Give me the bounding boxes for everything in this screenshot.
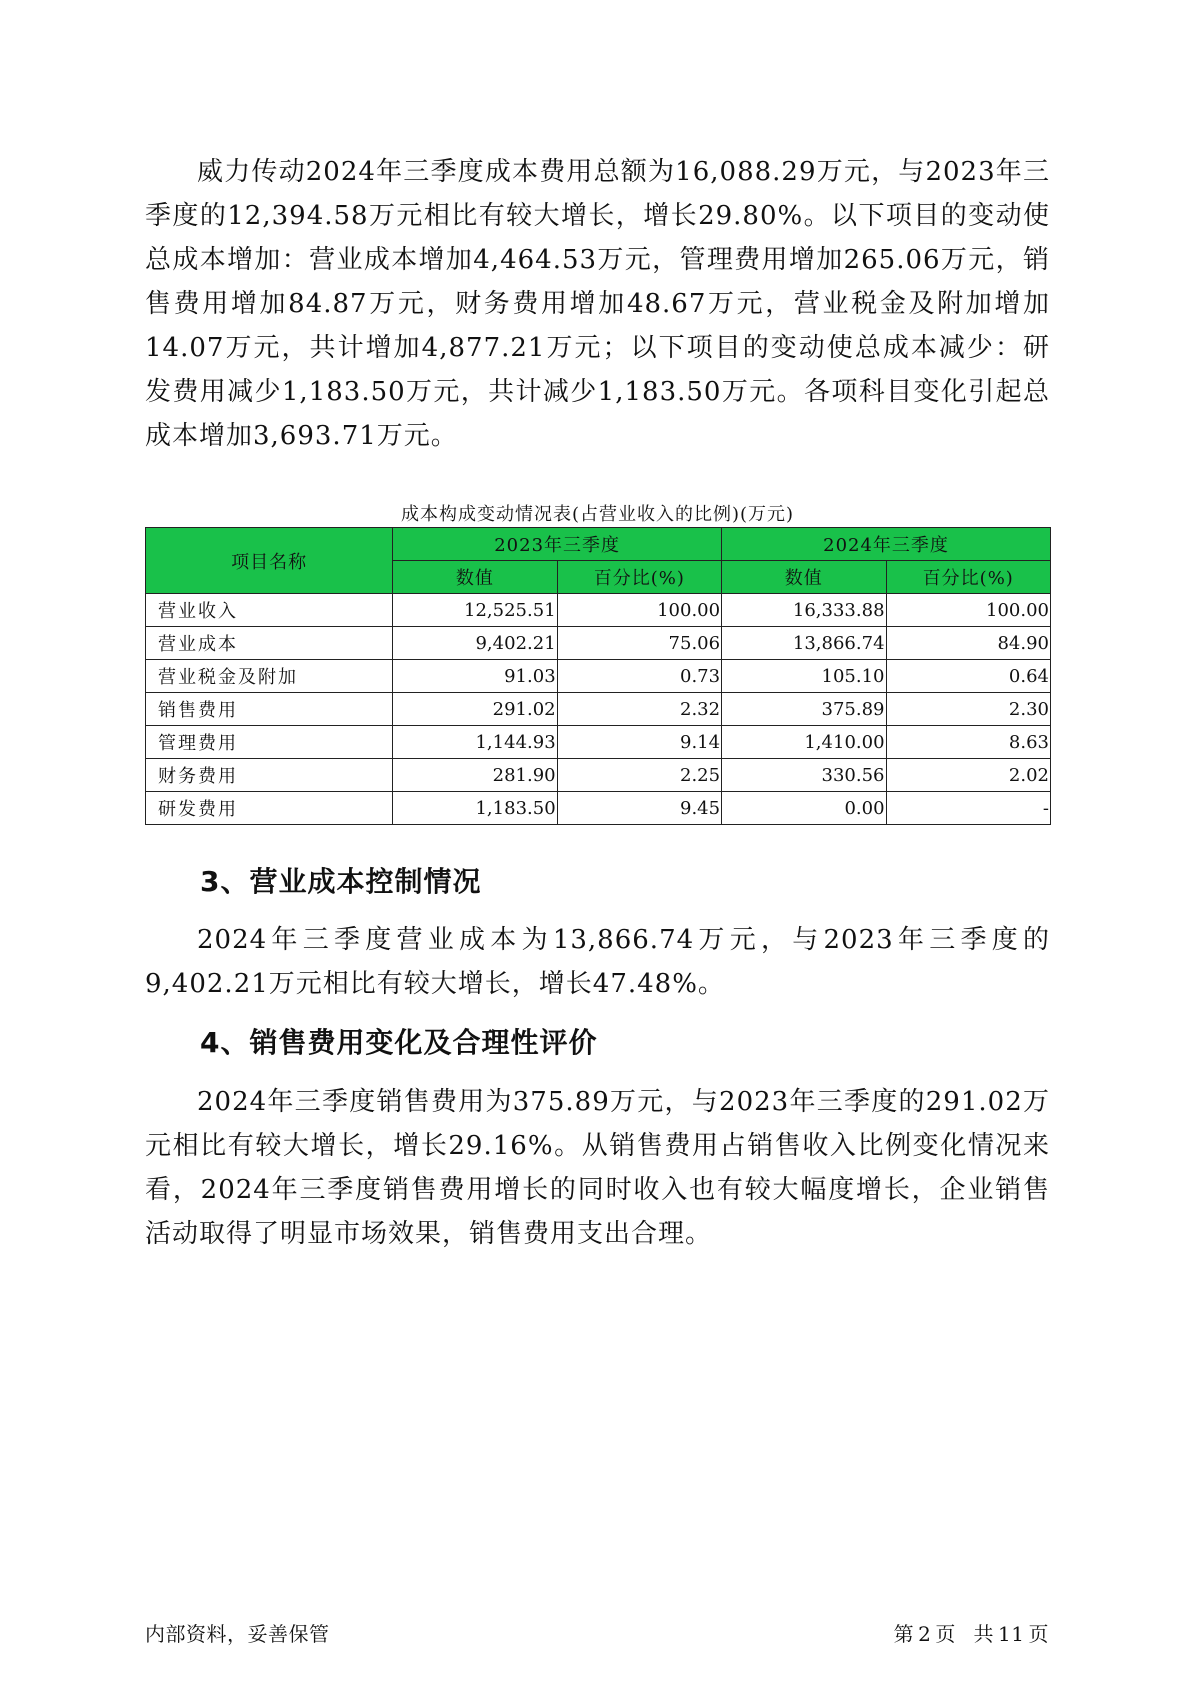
table-row xyxy=(146,594,1051,627)
table-row xyxy=(146,660,1051,693)
table-row xyxy=(146,693,1051,726)
value-2023: 9,402.21 xyxy=(393,627,557,660)
sales-expense-paragraph: 2024年三季度销售费用为375.89万元，与2023年三季度的291.02万元相比有较大增长，增长29.16%。从销售费用占销售收入比例变化情况来看，2024年三季度销售费用增长的同时收入也有较大幅度增长，企业销售活动取得了明显市场效果，销售费用支出合理。 xyxy=(145,1087,1050,1249)
section-heading-sales-expense: 4、销售费用变化及合理性评价 xyxy=(200,1026,598,1059)
pct-2023: 100.00 xyxy=(557,594,721,627)
value-2023: 281.90 xyxy=(393,759,557,792)
pct-2023: 2.32 xyxy=(557,693,721,726)
value-2024: 330.56 xyxy=(722,759,886,792)
row-name: 营业税金及附加 xyxy=(146,660,393,693)
total-prefix: 共 xyxy=(973,1622,995,1646)
header-value-2024: 数值 xyxy=(722,561,886,594)
header-value-2023: 数值 xyxy=(393,561,557,594)
table-row xyxy=(146,726,1051,759)
value-2023: 91.03 xyxy=(393,660,557,693)
pct-2024: 8.63 xyxy=(886,726,1050,759)
pct-2024: 0.64 xyxy=(886,660,1050,693)
row-name: 管理费用 xyxy=(146,726,393,759)
pct-2023: 9.45 xyxy=(557,792,721,825)
pct-2023: 75.06 xyxy=(557,627,721,660)
value-2024: 16,333.88 xyxy=(722,594,886,627)
table-row xyxy=(146,627,1051,660)
value-2023: 12,525.51 xyxy=(393,594,557,627)
value-2024: 105.10 xyxy=(722,660,886,693)
pct-2024: 100.00 xyxy=(886,594,1050,627)
footer-page-number xyxy=(892,1618,1051,1647)
table-caption: 成本构成变动情况表(占营业收入的比例)(万元) xyxy=(400,504,795,525)
pct-2024: 84.90 xyxy=(886,627,1050,660)
row-name: 财务费用 xyxy=(146,759,393,792)
value-2024: 13,866.74 xyxy=(722,627,886,660)
pct-2023: 9.14 xyxy=(557,726,721,759)
value-2024: 375.89 xyxy=(722,693,886,726)
total-suffix: 页 xyxy=(1028,1622,1049,1646)
value-2023: 1,144.93 xyxy=(393,726,557,759)
value-2023: 291.02 xyxy=(393,693,557,726)
pct-2023: 2.25 xyxy=(557,759,721,792)
row-name: 营业收入 xyxy=(146,594,393,627)
table-header xyxy=(146,528,1051,594)
table-row xyxy=(146,792,1051,825)
cost-structure-table xyxy=(145,527,1051,825)
footer-confidential-note: 内部资料，妥善保管 xyxy=(145,1622,330,1646)
row-name: 研发费用 xyxy=(146,792,393,825)
cost-summary-paragraph: 威力传动2024年三季度成本费用总额为16,088.29万元，与2023年三季度的12,394.58万元相比有较大增长，增长29.80%。以下项目的变动使总成本增加：营业成本增加4,464.53万元，管理费用增加265.06万元，销售费用增加84.87万元，财务费用增加48.67万元，营业税金及附加增加14.07万元，共计增加4,877.21万元；以下项目的变动使总成本减少：研发费用减少1,183.50万元，共计减少1,183.50万元。各项科目变化引起总成本增加3,693.71万元。 xyxy=(145,157,1050,451)
header-period-2024: 2024年三季度 xyxy=(722,528,1051,561)
page-suffix: 页 xyxy=(935,1622,956,1646)
pct-2023: 0.73 xyxy=(557,660,721,693)
header-pct-2023: 百分比(%) xyxy=(557,561,721,594)
table-row xyxy=(146,759,1051,792)
page-prefix: 第 xyxy=(893,1622,915,1646)
header-item-name: 项目名称 xyxy=(146,528,393,594)
table-body xyxy=(146,594,1051,825)
pct-2024: 2.02 xyxy=(886,759,1050,792)
value-2024: 0.00 xyxy=(722,792,886,825)
page-current: 2 xyxy=(918,1622,932,1646)
header-period-2023: 2023年三季度 xyxy=(393,528,722,561)
row-name: 营业成本 xyxy=(146,627,393,660)
value-2023: 1,183.50 xyxy=(393,792,557,825)
section-heading-operating-cost: 3、营业成本控制情况 xyxy=(200,865,482,898)
value-2024: 1,410.00 xyxy=(722,726,886,759)
header-pct-2024: 百分比(%) xyxy=(886,561,1050,594)
page-total: 11 xyxy=(998,1622,1025,1646)
operating-cost-paragraph: 2024年三季度营业成本为13,866.74万元，与2023年三季度的9,402.21万元相比有较大增长，增长47.48%。 xyxy=(145,925,1050,999)
pct-2024: - xyxy=(886,792,1050,825)
pct-2024: 2.30 xyxy=(886,693,1050,726)
row-name: 销售费用 xyxy=(146,693,393,726)
